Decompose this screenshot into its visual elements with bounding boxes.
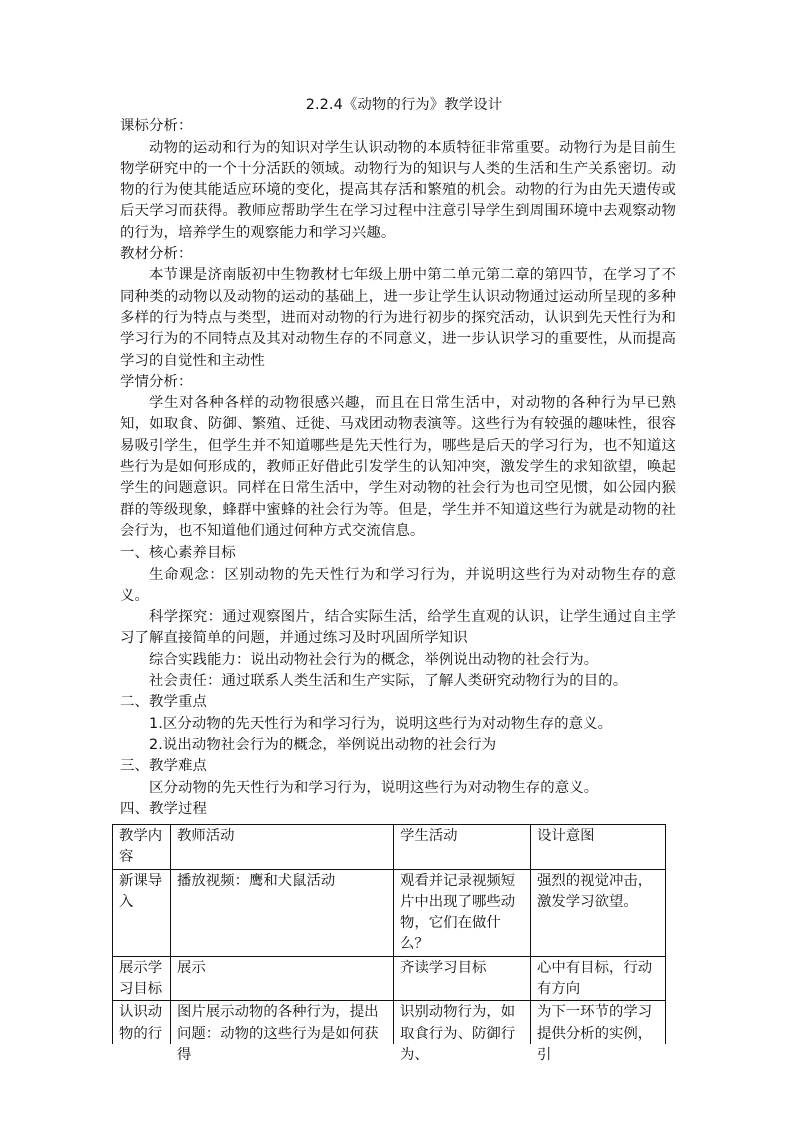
table-cell: 心中有目标，行动有方向 xyxy=(531,956,666,1001)
students-heading: 学情分析： xyxy=(120,373,193,390)
table-header-row xyxy=(113,825,666,870)
table-cell: 新课导入 xyxy=(113,869,171,956)
table-cell: 展示学习目标 xyxy=(113,956,171,1001)
table-cell-text: 认识动物的行 xyxy=(119,1004,163,1042)
curriculum-paragraph: 动物的运动和行为的知识对学生认识动物的本质特征非常重要。动物行为是目前生物学研究中的一个十分活跃的领域。动物行为的知识与人类的生活和生产关系密切。动物的行为使其能适应环境的变化，提高其存活和繁殖的机会。动物的行为由先天遗传或后天学习而获得。教师应帮助学生在学习过程中注意引导学生到周围环境中去观察动物的行为，培养学生的观察能力和学习兴趣。 xyxy=(120,139,676,241)
goal-scientific-inquiry: 科学探究：通过观察图片，结合实际生活，给学生直观的认识，让学生通过自主学习了解直接简单的问题，并通过练习及时巩固所学知识 xyxy=(120,609,676,647)
section3-heading: 三、教学难点 xyxy=(120,758,207,775)
difficulty-text: 区分动物的先天性行为和学习行为，说明这些行为对动物生存的意义。 xyxy=(149,779,599,796)
table-header-cell: 教学内容 xyxy=(113,825,171,870)
textbook-paragraph: 本节课是济南版初中生物教材七年级上册中第二单元第二章的第四节，在学习了不同种类的动物以及动物的运动的基础上，进一步让学生认识动物通过运动所呈现的多种多样的行为特点与类型，进而对动物的行为进行初步的探究活动，认识到先天性行为和学习行为的不同特点及其对动物生存的不同意义，进一步认识学习的重要性，从而提高学习的自觉性和主动性 xyxy=(120,267,676,369)
textbook-heading: 教材分析： xyxy=(120,246,193,263)
table-cell xyxy=(113,1001,171,1045)
curriculum-heading: 课标分析： xyxy=(120,118,193,135)
page-title: 2.2.4《动物的行为》教学设计 xyxy=(305,97,503,113)
table-cell xyxy=(394,1001,531,1063)
table-cell xyxy=(531,1001,666,1063)
goal-social-responsibility: 社会责任：通过联系人类生活和生产实际，了解人类研究动物行为的目的。 xyxy=(149,673,628,690)
teaching-process-table xyxy=(112,824,666,1063)
table-cell-text: 为下一环节的学习提供分析的实例，引 xyxy=(537,1004,653,1063)
table-cell-text: 识别动物行为，如取食行为、防御行为、 xyxy=(400,1004,516,1063)
table-header-cell: 学生活动 xyxy=(394,825,531,870)
section4-heading: 四、教学过程 xyxy=(120,800,207,817)
table-row xyxy=(113,1001,666,1045)
students-paragraph: 学生对各种各样的动物很感兴趣，而且在日常生活中，对动物的各种行为早已熟知，如取食、防御、繁殖、迁徙、马戏团动物表演等。这些行为有较强的趣味性，很容易吸引学生，但学生并不知道哪些是先天性行为，哪些是后天的学习行为，也不知道这些行为是如何形成的，教师正好借此引发学生的认知冲突，激发学生的求知欲望，唤起学生的问题意识。同样在日常生活中，学生对动物的社会行为也司空见惯，如公园内猴群的等级现象，蜂群中蜜蜂的社会行为等。但是，学生并不知道这些行为就是动物的社会行为，也不知道他们通过何种方式交流信息。 xyxy=(120,395,676,539)
table-row xyxy=(113,956,666,1001)
table-cell-text: 图片展示动物的各种行为，提出问题：动物的这些行为是如何获得 xyxy=(177,1004,379,1063)
key-point-1: 1.区分动物的先天性行为和学习行为，说明这些行为对动物生存的意义。 xyxy=(149,715,613,732)
table-cell xyxy=(171,1001,394,1063)
table-cell: 观看并记录视频短片中出现了哪些动物，它们在做什么？ xyxy=(394,869,531,956)
key-point-2: 2.说出动物社会行为的概念，举例说出动物的社会行为 xyxy=(149,736,497,753)
table-header-cell: 设计意图 xyxy=(531,825,666,870)
section1-heading: 一、核心素养目标 xyxy=(120,545,236,562)
goal-life-concept: 生命观念：区别动物的先天性行为和学习行为，并说明这些行为对动物生存的意义。 xyxy=(120,566,676,604)
table-header-cell: 教师活动 xyxy=(171,825,394,870)
document-body xyxy=(120,95,676,820)
section2-heading: 二、教学重点 xyxy=(120,694,207,711)
table-row xyxy=(113,869,666,956)
table-cell: 齐读学习目标 xyxy=(394,956,531,1001)
goal-practice-ability: 综合实践能力：说出动物社会行为的概念，举例说出动物的社会行为。 xyxy=(149,651,599,668)
table-cell: 展示 xyxy=(171,956,394,1001)
table-cell: 播放视频：鹰和犬鼠活动 xyxy=(171,869,394,956)
table-cell: 强烈的视觉冲击，激发学习欲望。 xyxy=(531,869,666,956)
